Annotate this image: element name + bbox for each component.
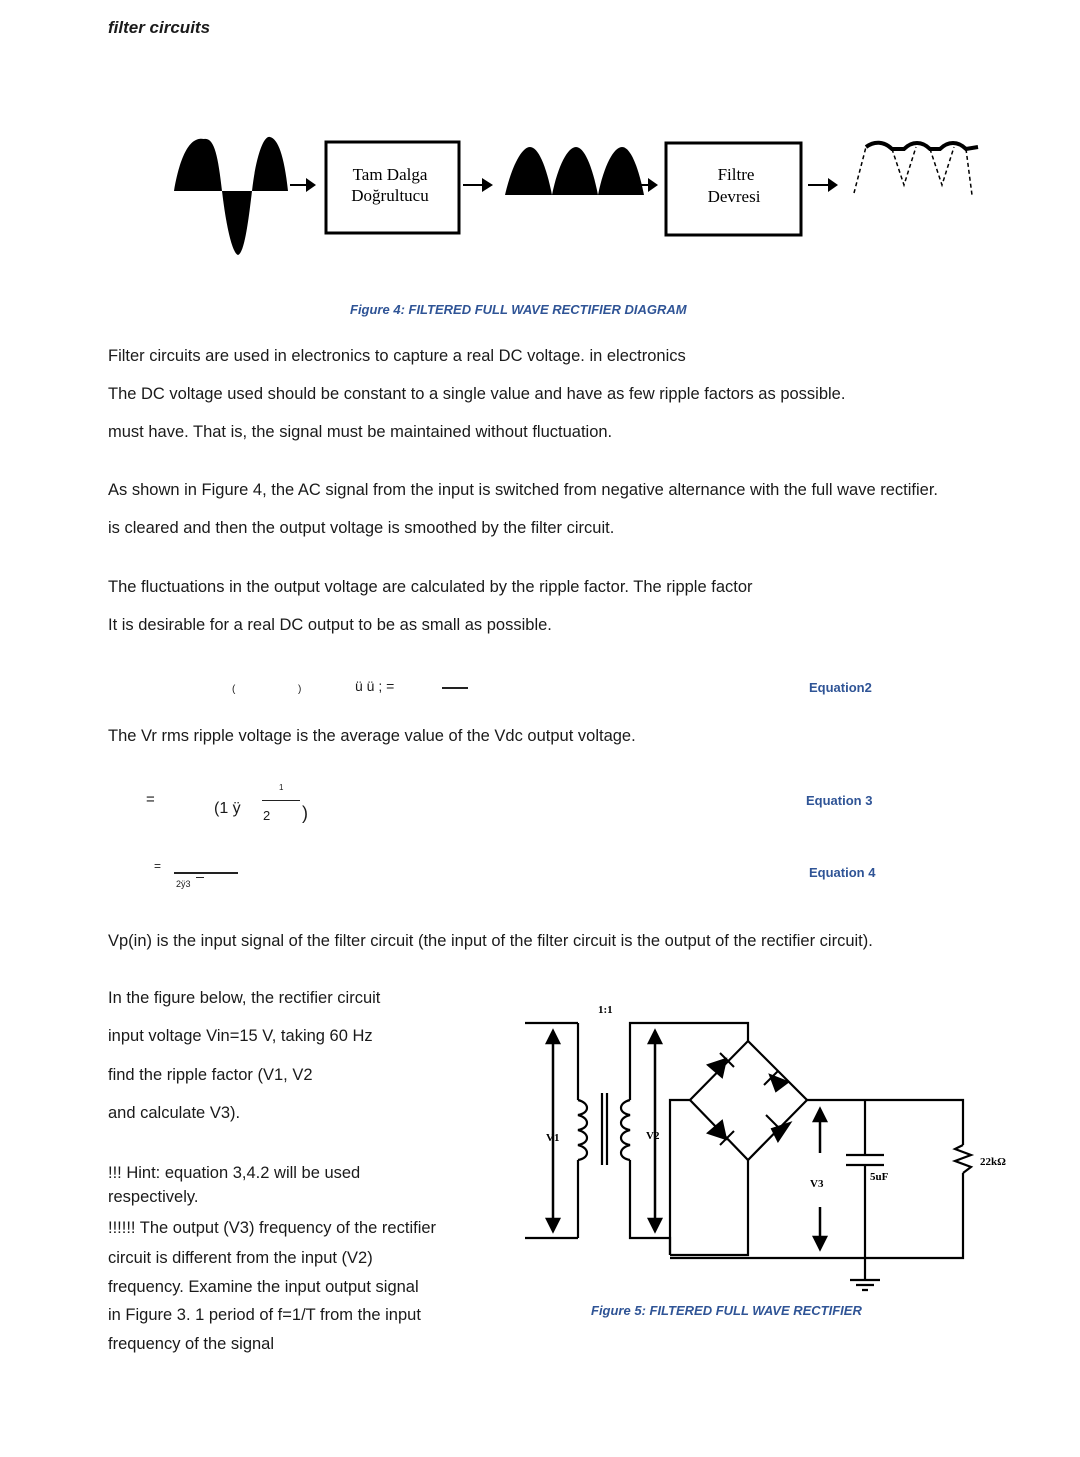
eq3-numerator: 1 bbox=[279, 783, 284, 792]
v3-label: V3 bbox=[810, 1178, 824, 1190]
filtered-wave-icon bbox=[854, 143, 978, 195]
figure4-caption: Figure 4: FILTERED FULL WAVE RECTIFIER DIAGRAM bbox=[350, 302, 687, 317]
paragraph-line: must have. That is, the signal must be maintained without fluctuation. bbox=[108, 423, 613, 441]
problem-line: find the ripple factor (V1, V2 bbox=[108, 1066, 313, 1084]
figure5-caption: Figure 5: FILTERED FULL WAVE RECTIFIER bbox=[591, 1303, 862, 1318]
v2-label: V2 bbox=[646, 1130, 660, 1142]
rectified-wave-icon bbox=[505, 147, 552, 195]
diode-icon bbox=[772, 1123, 790, 1141]
problem-line: and calculate V3). bbox=[108, 1104, 241, 1122]
paragraph-line: Filter circuits are used in electronics to capture a real DC voltage. in electronics bbox=[108, 347, 686, 365]
eq4-denominator: 2ÿ3 bbox=[176, 879, 191, 889]
hint-line: circuit is different from the input (V2) bbox=[108, 1249, 373, 1267]
paragraph-line: The Vr rms ripple voltage is the average value of the Vdc output voltage. bbox=[108, 727, 636, 745]
eq4-fraction-bar bbox=[174, 872, 238, 874]
cap-label: 5uF bbox=[870, 1171, 889, 1183]
eq3-denominator: 2 bbox=[263, 808, 271, 823]
res-label: 22kΩ bbox=[980, 1156, 1006, 1168]
arrow-icon bbox=[290, 178, 316, 192]
equation2-label: Equation2 bbox=[809, 680, 872, 695]
paragraph-line: is cleared and then the output voltage is smoothed by the filter circuit. bbox=[108, 519, 615, 537]
problem-line: input voltage Vin=15 V, taking 60 Hz bbox=[108, 1027, 373, 1045]
arrow-icon bbox=[463, 178, 493, 192]
ac-wave-icon bbox=[174, 139, 222, 191]
paragraph-line: The fluctuations in the output voltage are calculated by the ripple factor. The ripple factor bbox=[108, 578, 753, 596]
eq3-equals: = bbox=[146, 791, 155, 808]
hint-line: frequency. Examine the input output signal bbox=[108, 1278, 419, 1296]
paragraph-line: As shown in Figure 4, the AC signal from the input is switched from negative alternance with the full wave rectifier. bbox=[108, 481, 938, 499]
rectifier-label-2: Doğrultucu bbox=[351, 186, 429, 205]
v1-label: V1 bbox=[546, 1132, 560, 1144]
paragraph-line: It is desirable for a real DC output to be as small as possible. bbox=[108, 616, 552, 634]
eq2-fraction-bar bbox=[442, 687, 468, 689]
hint-line: frequency of the signal bbox=[108, 1335, 275, 1353]
diode-icon bbox=[708, 1121, 726, 1139]
equation3-label: Equation 3 bbox=[806, 793, 873, 808]
eq2-paren-close: ) bbox=[298, 684, 302, 695]
paragraph-line: The DC voltage used should be constant to a single value and have as few ripple factors as possible. bbox=[108, 385, 846, 403]
diode-icon bbox=[708, 1059, 726, 1077]
eq4-equals: = bbox=[154, 859, 162, 873]
hint-line: respectively. bbox=[108, 1188, 199, 1206]
eq2-text: ü ü ; = bbox=[355, 678, 395, 694]
eq4-sqrt-bar bbox=[196, 877, 204, 878]
filter-label-2: Devresi bbox=[707, 187, 761, 206]
hint-line: !!!!!! The output (V3) frequency of the rectifier bbox=[108, 1219, 437, 1237]
problem-line: In the figure below, the rectifier circuit bbox=[108, 989, 381, 1007]
hint-line: !!! Hint: equation 3,4.2 will be used bbox=[108, 1164, 361, 1182]
rectifier-circuit bbox=[520, 995, 1030, 1295]
hint-line: in Figure 3. 1 period of f=1/T from the input bbox=[108, 1306, 421, 1324]
paragraph-line: Vp(in) is the input signal of the filter circuit (the input of the filter circuit is the output of the rectifier circuit). bbox=[108, 932, 873, 950]
arrow-icon bbox=[808, 178, 838, 192]
block-diagram bbox=[160, 125, 1000, 265]
eq3-paren-close: ) bbox=[302, 803, 308, 823]
equation4-label: Equation 4 bbox=[809, 865, 876, 880]
eq2-paren-open: ( bbox=[232, 684, 236, 695]
rectifier-label-1: Tam Dalga bbox=[352, 165, 428, 184]
filter-label-1: Filtre bbox=[717, 165, 755, 184]
eq3-text: (1 ÿ bbox=[214, 800, 241, 817]
ratio-label: 1:1 bbox=[598, 1004, 613, 1016]
eq3-fraction-bar bbox=[262, 800, 300, 801]
page-header: filter circuits bbox=[108, 18, 211, 37]
